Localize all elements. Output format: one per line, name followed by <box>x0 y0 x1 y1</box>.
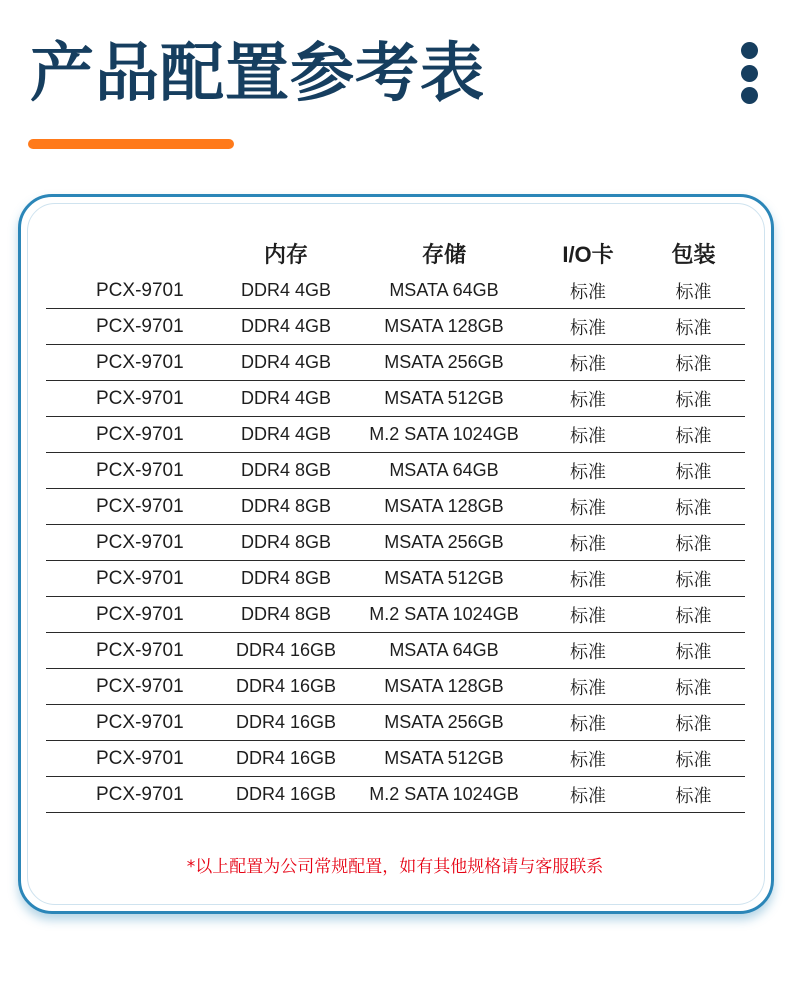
cell-model: PCX-9701 <box>46 777 218 813</box>
table-header-row <box>46 233 745 273</box>
cell-io-card: 标准 <box>534 741 642 777</box>
cell-model: PCX-9701 <box>46 309 218 345</box>
cell-io-card: 标准 <box>534 561 642 597</box>
table-row <box>46 453 745 489</box>
table-row <box>46 597 745 633</box>
cell-model: PCX-9701 <box>46 453 218 489</box>
cell-storage: MSATA 256GB <box>354 705 534 741</box>
table-row <box>46 525 745 561</box>
cell-storage: MSATA 512GB <box>354 381 534 417</box>
cell-model: PCX-9701 <box>46 381 218 417</box>
cell-memory: DDR4 4GB <box>218 345 354 381</box>
footnote: *以上配置为公司常规配置，如有其他规格请与客服联系 <box>186 857 604 877</box>
cell-model: PCX-9701 <box>46 669 218 705</box>
menu-dot <box>741 87 758 104</box>
cell-storage: MSATA 256GB <box>354 345 534 381</box>
table-row <box>46 345 745 381</box>
table-row <box>46 489 745 525</box>
header-memory: 内存 <box>263 241 308 267</box>
cell-storage: MSATA 128GB <box>354 489 534 525</box>
cell-io-card: 标准 <box>534 381 642 417</box>
cell-packaging: 标准 <box>642 705 745 741</box>
cell-storage: MSATA 256GB <box>354 525 534 561</box>
cell-model: PCX-9701 <box>46 633 218 669</box>
table-body <box>46 273 745 813</box>
cell-memory: DDR4 16GB <box>218 741 354 777</box>
table-row <box>46 561 745 597</box>
cell-storage: MSATA 128GB <box>354 669 534 705</box>
cell-io-card: 标准 <box>534 345 642 381</box>
cell-memory: DDR4 16GB <box>218 633 354 669</box>
cell-packaging: 标准 <box>642 345 745 381</box>
cell-packaging: 标准 <box>642 417 745 453</box>
table-row <box>46 381 745 417</box>
cell-packaging: 标准 <box>642 273 745 309</box>
table-row <box>46 273 745 309</box>
cell-storage: MSATA 64GB <box>354 273 534 309</box>
cell-memory: DDR4 4GB <box>218 417 354 453</box>
cell-model: PCX-9701 <box>46 741 218 777</box>
cell-io-card: 标准 <box>534 309 642 345</box>
cell-packaging: 标准 <box>642 633 745 669</box>
cell-packaging: 标准 <box>642 669 745 705</box>
cell-storage: MSATA 128GB <box>354 309 534 345</box>
cell-storage: M.2 SATA 1024GB <box>354 597 534 633</box>
cell-storage: M.2 SATA 1024GB <box>354 417 534 453</box>
cell-memory: DDR4 16GB <box>218 669 354 705</box>
cell-model: PCX-9701 <box>46 705 218 741</box>
header-storage: 存储 <box>421 241 466 267</box>
table-row <box>46 633 745 669</box>
cell-memory: DDR4 8GB <box>218 597 354 633</box>
table-row <box>46 309 745 345</box>
cell-packaging: 标准 <box>642 453 745 489</box>
cell-packaging: 标准 <box>642 525 745 561</box>
title-accent-bar <box>28 139 234 149</box>
cell-model: PCX-9701 <box>46 489 218 525</box>
cell-io-card: 标准 <box>534 777 642 813</box>
cell-packaging: 标准 <box>642 489 745 525</box>
cell-model: PCX-9701 <box>46 345 218 381</box>
cell-io-card: 标准 <box>534 525 642 561</box>
config-table <box>46 233 745 813</box>
more-vertical-icon[interactable] <box>740 42 760 104</box>
cell-memory: DDR4 8GB <box>218 489 354 525</box>
cell-packaging: 标准 <box>642 597 745 633</box>
cell-model: PCX-9701 <box>46 417 218 453</box>
cell-io-card: 标准 <box>534 633 642 669</box>
cell-io-card: 标准 <box>534 453 642 489</box>
cell-memory: DDR4 16GB <box>218 777 354 813</box>
table-row <box>46 741 745 777</box>
cell-memory: DDR4 4GB <box>218 309 354 345</box>
header-packaging: 包装 <box>671 241 716 267</box>
cell-memory: DDR4 4GB <box>218 381 354 417</box>
cell-model: PCX-9701 <box>46 525 218 561</box>
cell-packaging: 标准 <box>642 777 745 813</box>
menu-dot <box>741 65 758 82</box>
table-row <box>46 669 745 705</box>
cell-packaging: 标准 <box>642 741 745 777</box>
cell-memory: DDR4 8GB <box>218 525 354 561</box>
cell-io-card: 标准 <box>534 705 642 741</box>
cell-model: PCX-9701 <box>46 273 218 309</box>
cell-memory: DDR4 8GB <box>218 453 354 489</box>
cell-storage: M.2 SATA 1024GB <box>354 777 534 813</box>
cell-io-card: 标准 <box>534 417 642 453</box>
cell-storage: MSATA 512GB <box>354 741 534 777</box>
cell-storage: MSATA 512GB <box>354 561 534 597</box>
cell-io-card: 标准 <box>534 669 642 705</box>
cell-packaging: 标准 <box>642 561 745 597</box>
cell-packaging: 标准 <box>642 309 745 345</box>
cell-storage: MSATA 64GB <box>354 633 534 669</box>
cell-memory: DDR4 4GB <box>218 273 354 309</box>
cell-io-card: 标准 <box>534 597 642 633</box>
header-io-card: I/O卡 <box>562 241 614 267</box>
cell-memory: DDR4 16GB <box>218 705 354 741</box>
table-row <box>46 417 745 453</box>
table-row <box>46 705 745 741</box>
cell-memory: DDR4 8GB <box>218 561 354 597</box>
header-model <box>46 233 218 273</box>
cell-model: PCX-9701 <box>46 597 218 633</box>
page-title: 产品配置参考表 <box>30 37 485 111</box>
cell-io-card: 标准 <box>534 489 642 525</box>
table-row <box>46 777 745 813</box>
cell-io-card: 标准 <box>534 273 642 309</box>
cell-model: PCX-9701 <box>46 561 218 597</box>
cell-storage: MSATA 64GB <box>354 453 534 489</box>
cell-packaging: 标准 <box>642 381 745 417</box>
menu-dot <box>741 42 758 59</box>
